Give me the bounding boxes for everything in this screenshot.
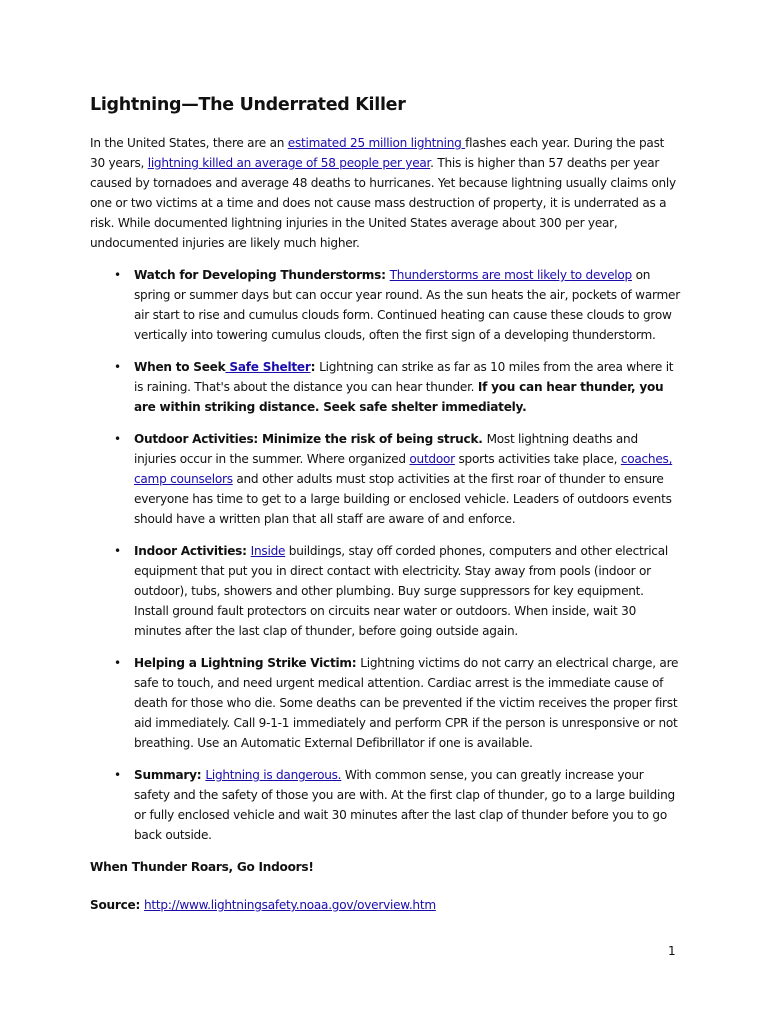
inside-link[interactable]: Inside: [250, 544, 286, 558]
list-item-summary: • Summary: Lightning is dangerous. With common sense, you can greatly increase your safety and the safety of those you are with. At the first clap of thunder, go to a large building or fully enclosed vehicle and wait 30 minutes after the last clap of thunder before you to go back outside.: [90, 765, 680, 845]
list-item-indoor: • Indoor Activities: Inside buildings, stay off corded phones, computers and other electrical equipment that put you in direct contact with electricity. Stay away from pools (indoor or outdoor), tubs, showers and other plumbing. Buy surge suppressors for key equipment. Install ground fault protectors on circuits near water or outdoors. When inside, wait 30 minutes after the last clap of thunder, before going outside again.: [90, 541, 680, 641]
list-item-outdoor: • Outdoor Activities: Minimize the risk of being struck. Most lightning deaths and injuries occur in the summer. Where organized outdoor sports activities take place, coaches, camp counselors and other adults must stop activities at the first roar of thunder to ensure everyone has time to get to a large building or enclosed vehicle. Leaders of outdoors events should have a written plan that all staff are aware of and enforce.: [90, 429, 680, 529]
safe-shelter-link[interactable]: Safe Shelter: [225, 360, 311, 374]
estimated-flashes-link[interactable]: estimated 25 million lightning: [287, 136, 466, 150]
deaths-average-link[interactable]: lightning killed an average of 58 people per year: [147, 156, 431, 170]
bullet-icon: •: [114, 768, 121, 782]
document-body: [90, 92, 680, 927]
thunderstorms-develop-link[interactable]: Thunderstorms are most likely to develop: [389, 268, 632, 282]
list-item-safe-shelter: • When to Seek Safe Shelter: Lightning can strike as far as 10 miles from the area where it is raining. That's about the distance you can hear thunder. If you can hear thunder, you are within striking distance. Seek safe shelter immediately.: [90, 357, 680, 417]
bullet-icon: •: [114, 656, 121, 670]
source-line: Source: http://www.lightningsafety.noaa.gov/overview.htm: [90, 898, 436, 912]
bullet-icon: •: [114, 432, 121, 446]
coaches-counselors-link[interactable]: coaches, camp counselors: [134, 452, 673, 486]
lightning-dangerous-link[interactable]: Lightning is dangerous.: [205, 768, 342, 782]
outdoor-link[interactable]: outdoor: [409, 452, 455, 466]
safety-tips-list: [90, 265, 680, 845]
page-number: 1: [668, 944, 676, 958]
closing-slogan: When Thunder Roars, Go Indoors!: [90, 860, 314, 874]
bullet-icon: •: [114, 268, 121, 282]
bullet-icon: •: [114, 544, 121, 558]
list-item-victim: • Helping a Lightning Strike Victim: Lightning victims do not carry an electrical charge, are safe to touch, and need urgent medical attention. Cardiac arrest is the immediate cause of death for those who die. Some deaths can be prevented if the victim receives the proper first aid immediately. Call 9-1-1 immediately and perform CPR if the person is unresponsive or not breathing. Use an Automatic External Defibrillator if one is available.: [90, 653, 680, 753]
intro-paragraph: In the United States, there are an estimated 25 million lightning flashes each year. During the past 30 years, lightning killed an average of 58 people per year. This is higher than 57 deaths per year caused by tornadoes and average 48 deaths to hurricanes. Yet because lightning usually claims only one or two victims at a time and does not cause mass destruction of property, it is underrated as a risk. While documented lightning injuries in the United States average about 300 per year, undocumented injuries are likely much higher.: [90, 136, 676, 250]
bullet-icon: •: [114, 360, 121, 374]
list-item-thunderstorms: • Watch for Developing Thunderstorms: Thunderstorms are most likely to develop on spring or summer days but can occur year round. As the sun heats the air, pockets of warmer air start to rise and cumulus clouds form. Continued heating can cause these clouds to grow vertically into towering cumulus clouds, often the first sign of a developing thunderstorm.: [90, 265, 680, 345]
document-title: Lightning—The Underrated Killer: [90, 95, 406, 115]
source-url-link[interactable]: http://www.lightningsafety.noaa.gov/overview.htm: [144, 898, 436, 912]
